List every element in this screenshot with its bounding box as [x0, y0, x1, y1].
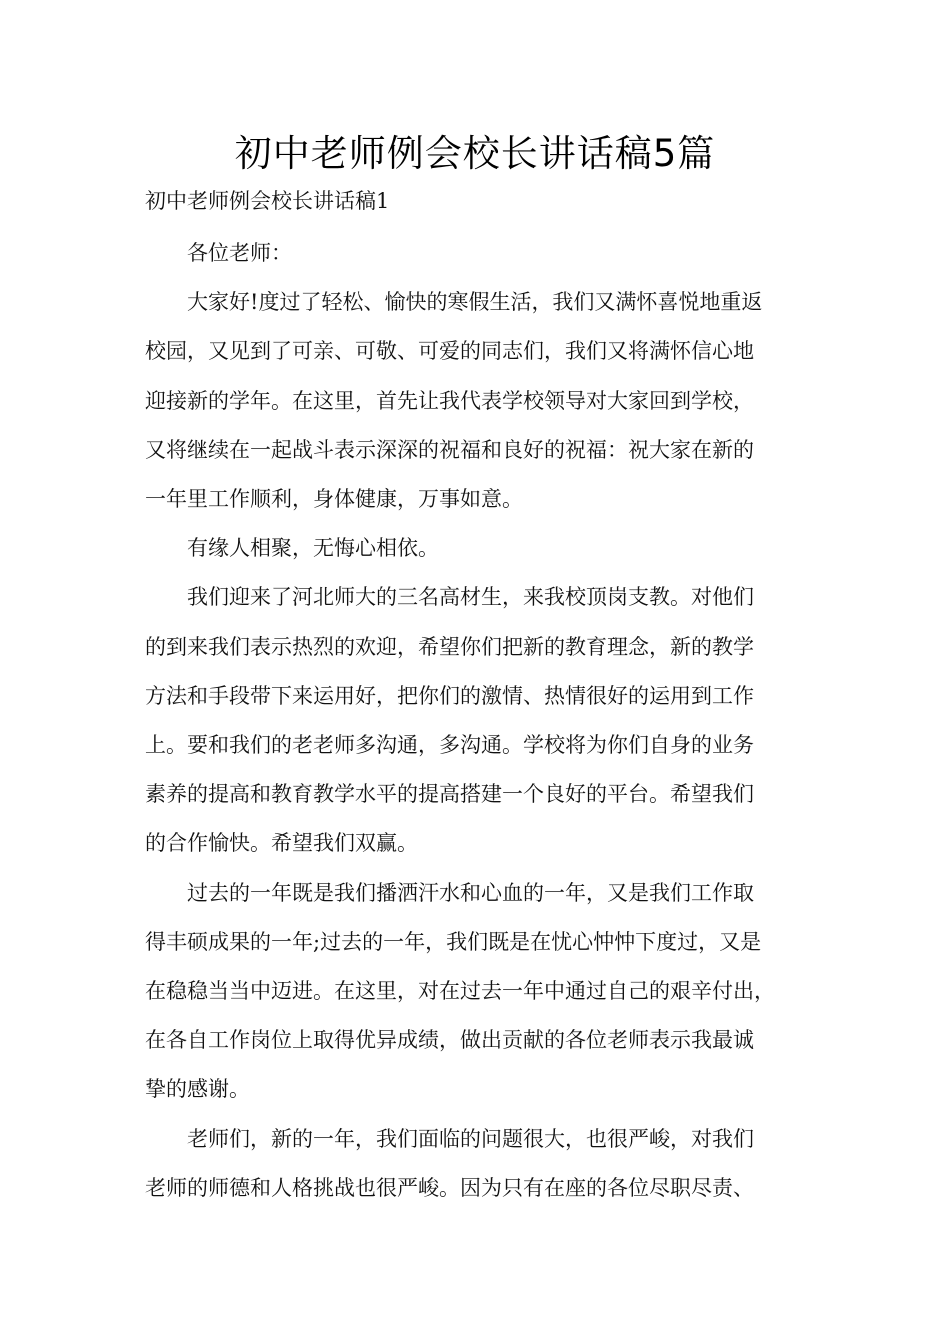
paragraph-greeting: 各位老师：	[187, 241, 292, 265]
paragraph-challenge: 老师们，新的一年，我们面临的问题很大，也很严峻，对我们 老师的师德和人格挑战也很严峻。因为只有在座的各位尽职尽责、	[145, 1126, 754, 1200]
paragraph-opening: 大家好!度过了轻松、愉快的寒假生活，我们又满怀喜悦地重返 校园，又见到了可亲、可敬、可爱的同志们，我们又将满怀信心地 迎接新的学年。在这里，首先让我代表学校领导对大家回到学校， 又将继续在一起战斗表示深深的祝福和良好的祝福：祝大家在新的 一年里工作顺利，身体健康，万事如意。	[145, 290, 763, 512]
document-body	[145, 229, 809, 1213]
section-heading: 初中老师例会校长讲话稿1	[145, 189, 390, 213]
paragraph-motto: 有缘人相聚，无悔心相依。	[187, 536, 439, 561]
paragraph-review: 过去的一年既是我们播洒汗水和心血的一年，又是我们工作取 得丰硕成果的一年;过去的一年，我们既是在忧心忡忡下度过，又是 在稳稳当当中迈进。在这里，对在过去一年中通过自己的艰辛付出， 在各自工作岗位上取得优异成绩，做出贡献的各位老师表示我最诚 挚的感谢。	[145, 880, 775, 1102]
paragraph-welcome: 我们迎来了河北师大的三名高材生，来我校顶岗支教。对他们 的到来我们表示热烈的欢迎，希望你们把新的教育理念，新的教学 方法和手段带下来运用好，把你们的激情、热情很好的运用到工作 上。要和我们的老老师多沟通，多沟通。学校将为你们自身的业务 素养的提高和教育教学水平的提高搭建一个良好的平台。希望我们 的合作愉快。希望我们双赢。	[145, 585, 754, 856]
document-title: 初中老师例会校长讲话稿5篇	[234, 132, 716, 175]
